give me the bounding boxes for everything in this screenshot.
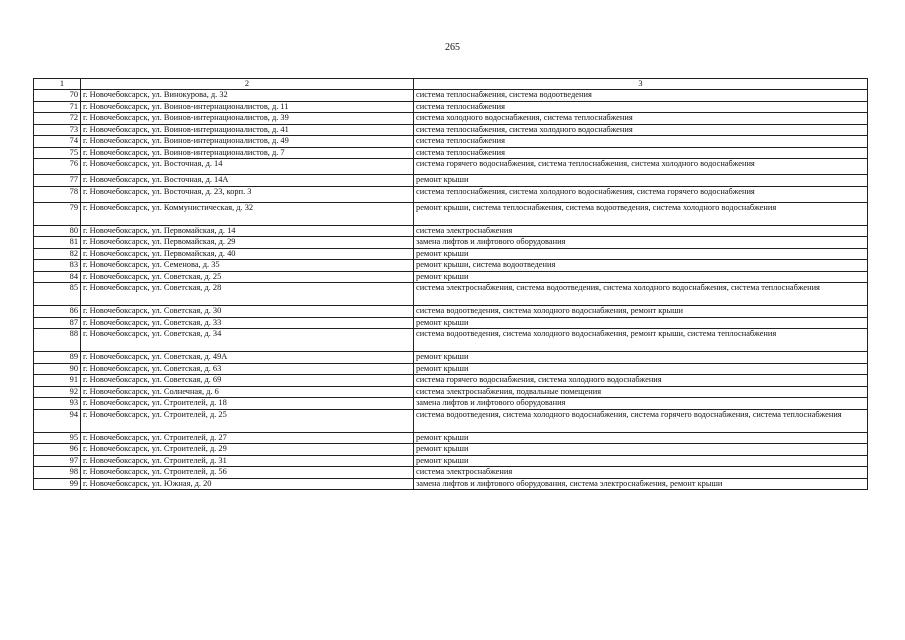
row-works: ремонт крыши, система теплоснабжения, система водоотведения, система холодного водоснабжения [414,202,868,225]
row-address: г. Новочебоксарск, ул. Воинов-интернационалистов, д. 11 [81,101,414,113]
row-address: г. Новочебоксарск, ул. Строителей, д. 18 [81,398,414,410]
row-number: 73 [34,124,81,136]
row-number: 97 [34,455,81,467]
row-address: г. Новочебоксарск, ул. Воинов-интернационалистов, д. 7 [81,147,414,159]
row-number: 93 [34,398,81,410]
row-address: г. Новочебоксарск, ул. Советская, д. 33 [81,317,414,329]
row-works: система электроснабжения, подвальные помещения [414,386,868,398]
table-row [34,175,868,187]
table-row [34,306,868,318]
row-works: замена лифтов и лифтового оборудования [414,237,868,249]
row-works: система водоотведения, система холодного водоснабжения, ремонт крыши, система теплоснабжения [414,329,868,352]
table-row [34,432,868,444]
table-row [34,455,868,467]
row-works: система теплоснабжения, система холодного водоснабжения [414,124,868,136]
table-row [34,283,868,306]
row-number: 82 [34,248,81,260]
row-number: 75 [34,147,81,159]
row-works: система теплоснабжения, система водоотведения [414,90,868,102]
table-row [34,186,868,202]
row-works: система электроснабжения [414,467,868,479]
row-address: г. Новочебоксарск, ул. Солнечная, д. 6 [81,386,414,398]
row-works: замена лифтов и лифтового оборудования, система электроснабжения, ремонт крыши [414,478,868,490]
row-address: г. Новочебоксарск, ул. Воинов-интернационалистов, д. 39 [81,113,414,125]
row-works: ремонт крыши [414,432,868,444]
row-address: г. Новочебоксарск, ул. Южная, д. 20 [81,478,414,490]
table-row [34,363,868,375]
row-address: г. Новочебоксарск, ул. Советская, д. 69 [81,375,414,387]
row-address: г. Новочебоксарск, ул. Первомайская, д. 14 [81,225,414,237]
row-number: 74 [34,136,81,148]
row-works: ремонт крыши [414,444,868,456]
row-works: система горячего водоснабжения, система теплоснабжения, система холодного водоснабжения [414,159,868,175]
row-number: 79 [34,202,81,225]
row-number: 90 [34,363,81,375]
row-number: 92 [34,386,81,398]
row-number: 88 [34,329,81,352]
table-row [34,386,868,398]
table-row [34,409,868,432]
row-address: г. Новочебоксарск, ул. Коммунистическая, д. 32 [81,202,414,225]
row-works: система водоотведения, система холодного водоснабжения, система горячего водоснабжения, система теплоснабжения [414,409,868,432]
row-works: система горячего водоснабжения, система холодного водоснабжения [414,375,868,387]
table-row [34,101,868,113]
row-address: г. Новочебоксарск, ул. Советская, д. 28 [81,283,414,306]
table-row [34,248,868,260]
row-works: система теплоснабжения [414,147,868,159]
row-number: 91 [34,375,81,387]
row-address: г. Новочебоксарск, ул. Советская, д. 30 [81,306,414,318]
row-works: ремонт крыши [414,248,868,260]
row-works: система электроснабжения, система водоотведения, система холодного водоснабжения, система теплоснабжения [414,283,868,306]
row-works: ремонт крыши [414,175,868,187]
row-number: 70 [34,90,81,102]
row-address: г. Новочебоксарск, ул. Советская, д. 49А [81,352,414,364]
row-address: г. Новочебоксарск, ул. Воинов-интернационалистов, д. 49 [81,136,414,148]
row-address: г. Новочебоксарск, ул. Строителей, д. 29 [81,444,414,456]
row-number: 86 [34,306,81,318]
row-works: система теплоснабжения [414,101,868,113]
row-number: 83 [34,260,81,272]
row-number: 81 [34,237,81,249]
row-address: г. Новочебоксарск, ул. Советская, д. 25 [81,271,414,283]
table-row [34,329,868,352]
row-works: ремонт крыши, система водоотведения [414,260,868,272]
row-number: 89 [34,352,81,364]
row-works: ремонт крыши [414,352,868,364]
table-row [34,317,868,329]
row-address: г. Новочебоксарск, ул. Восточная, д. 23, корп. 3 [81,186,414,202]
table-row [34,352,868,364]
row-works: ремонт крыши [414,271,868,283]
table-row [34,237,868,249]
table-row [34,202,868,225]
row-number: 96 [34,444,81,456]
row-address: г. Новочебоксарск, ул. Первомайская, д. 29 [81,237,414,249]
row-works: ремонт крыши [414,317,868,329]
table-row [34,124,868,136]
table-row [34,159,868,175]
row-address: г. Новочебоксарск, ул. Воинов-интернационалистов, д. 41 [81,124,414,136]
row-works: система холодного водоснабжения, система теплоснабжения [414,113,868,125]
row-works: замена лифтов и лифтового оборудования [414,398,868,410]
row-address: г. Новочебоксарск, ул. Семенова, д. 35 [81,260,414,272]
row-works: ремонт крыши [414,363,868,375]
row-number: 99 [34,478,81,490]
row-address: г. Новочебоксарск, ул. Восточная, д. 14А [81,175,414,187]
row-works: система теплоснабжения [414,136,868,148]
row-works: система теплоснабжения, система холодного водоснабжения, система горячего водоснабжения [414,186,868,202]
row-address: г. Новочебоксарск, ул. Строителей, д. 25 [81,409,414,432]
row-number: 78 [34,186,81,202]
row-works: система электроснабжения [414,225,868,237]
table-row [34,136,868,148]
row-number: 85 [34,283,81,306]
row-number: 76 [34,159,81,175]
table-row [34,478,868,490]
row-address: г. Новочебоксарск, ул. Советская, д. 63 [81,363,414,375]
table-row [34,260,868,272]
row-number: 77 [34,175,81,187]
table-row [34,147,868,159]
table-row [34,398,868,410]
row-address: г. Новочебоксарск, ул. Винокурова, д. 32 [81,90,414,102]
row-works: ремонт крыши [414,455,868,467]
row-address: г. Новочебоксарск, ул. Первомайская, д. 40 [81,248,414,260]
row-number: 94 [34,409,81,432]
row-address: г. Новочебоксарск, ул. Строителей, д. 31 [81,455,414,467]
row-number: 72 [34,113,81,125]
row-number: 98 [34,467,81,479]
table-row [34,271,868,283]
table-row [34,444,868,456]
row-address: г. Новочебоксарск, ул. Восточная, д. 14 [81,159,414,175]
row-works: система водоотведения, система холодного водоснабжения, ремонт крыши [414,306,868,318]
table-row [34,225,868,237]
row-address: г. Новочебоксарск, ул. Строителей, д. 56 [81,467,414,479]
table-body [34,79,868,490]
row-number: 80 [34,225,81,237]
row-number: 95 [34,432,81,444]
table-header-row [34,79,868,90]
row-address: г. Новочебоксарск, ул. Строителей, д. 27 [81,432,414,444]
row-address: г. Новочебоксарск, ул. Советская, д. 34 [81,329,414,352]
table-row [34,113,868,125]
column-header-address: 2 [81,79,414,90]
row-number: 71 [34,101,81,113]
page-number: 265 [445,42,460,53]
column-header-works: 3 [414,79,868,90]
table-row [34,90,868,102]
repair-registry-table [33,78,868,490]
column-header-number: 1 [34,79,81,90]
table-row [34,375,868,387]
row-number: 87 [34,317,81,329]
row-number: 84 [34,271,81,283]
table-row [34,467,868,479]
